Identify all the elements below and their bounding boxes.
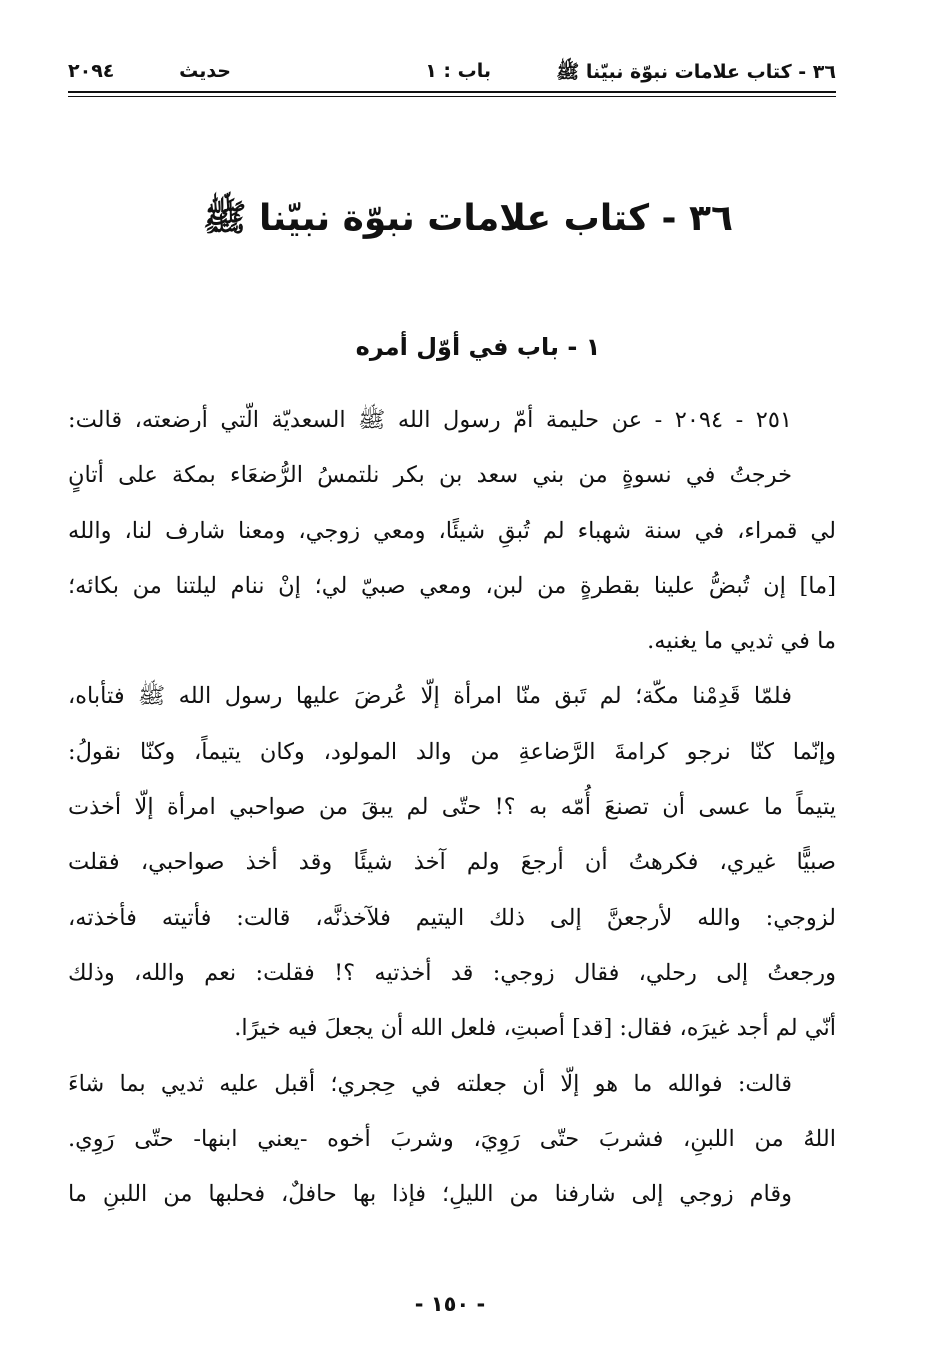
text-line: لزوجي: والله لأرجعنَّ إلى ذلك اليتيم فلآخذنَّه، قالت: فأتيته فأخذته، [68, 904, 836, 931]
text-line: خرجتُ في نسوةٍ من بني سعد بن بكر نلتمسُ الرُّضعَاء بمكة على أتانٍ [68, 462, 792, 489]
text-line: [ما] إن تُبضُّ علينا بقطرةٍ من لبن، ومعي صبيّ لي؛ إنْ ننام ليلتنا من بكائه؛ [68, 572, 836, 599]
hadith-text [68, 393, 836, 1222]
text-line: يتيماً ما عسى أن تصنعَ أُمّه به ؟! حتّى لم يبقَ من صواحبي امرأة إلّا أخذت [68, 794, 836, 821]
text-line: ٢٥١ - ٢٠٩٤ - عن حليمة أمّ رسول الله ﷺ السعديّة الّتي أرضعته، قالت: [68, 407, 792, 433]
text-line: اللهُ من اللبنِ، فشربَ حتّى رَوِيَ، وشربَ أخوه -يعني ابنها- حتّى رَوِي. [68, 1125, 836, 1152]
header-hadith-label: حديث [179, 60, 231, 82]
header-hadith-number: ٢٠٩٤ [68, 60, 115, 82]
header-book-title: ٣٦ - كتاب علامات نبوّة نبيّنا ﷺ [556, 61, 836, 83]
text-line: قالت: فوالله ما هو إلّا أن جعلته في حِجري؛ أقبل عليه ثديي بما شاءَ [68, 1070, 792, 1097]
text-line: ما في ثديي ما يغنيه. [647, 628, 836, 655]
text-line: ورجعتُ إلى رحلي، فقال زوجي: قد أخذتيه ؟! فقلت: نعم والله، وذلك [68, 959, 836, 986]
page-number: - ١٥٠ - [414, 1292, 486, 1316]
header-bab: باب : ١ [425, 60, 491, 82]
text-line: فلمّا قَدِمْنا مكّة؛ لم تَبق منّا امرأة إلّا عُرضَ عليها رسول الله ﷺ فتأباه، [68, 683, 792, 710]
chapter-title: ١ - باب في أوّل أمره [355, 333, 601, 361]
running-header [68, 56, 836, 90]
text-line: وإنّما كنّا نرجو كرامةَ الرَّضاعةِ من والد المولود، وكان يتيماً، وكنّا نقولُ: [68, 738, 836, 765]
text-line: لي قمراء، في سنة شهباء لم تُبقِ شيئًا، ومعي زوجي، ومعنا شارف لنا، والله [68, 517, 836, 544]
text-line: أنّي لم أجد غيرَه، فقال: [قد] أصبتِ، فلعل الله أن يجعلَ فيه خيرًا. [234, 1015, 836, 1042]
text-line: وقام زوجي إلى شارفنا من الليلِ؛ فإذا بها حافلٌ، فحلبها من اللبنِ ما [68, 1181, 792, 1208]
header-rule [68, 91, 836, 93]
header-rule-thin [68, 96, 836, 97]
text-line: صبيًّا غيري، فكرهتُ أن أرجعَ ولم آخذ شيئًا وقد أخذ صواحبي، فقلت [68, 849, 836, 876]
book-title: ٣٦ - كتاب علامات نبوّة نبيّنا ﷺ [203, 198, 733, 239]
